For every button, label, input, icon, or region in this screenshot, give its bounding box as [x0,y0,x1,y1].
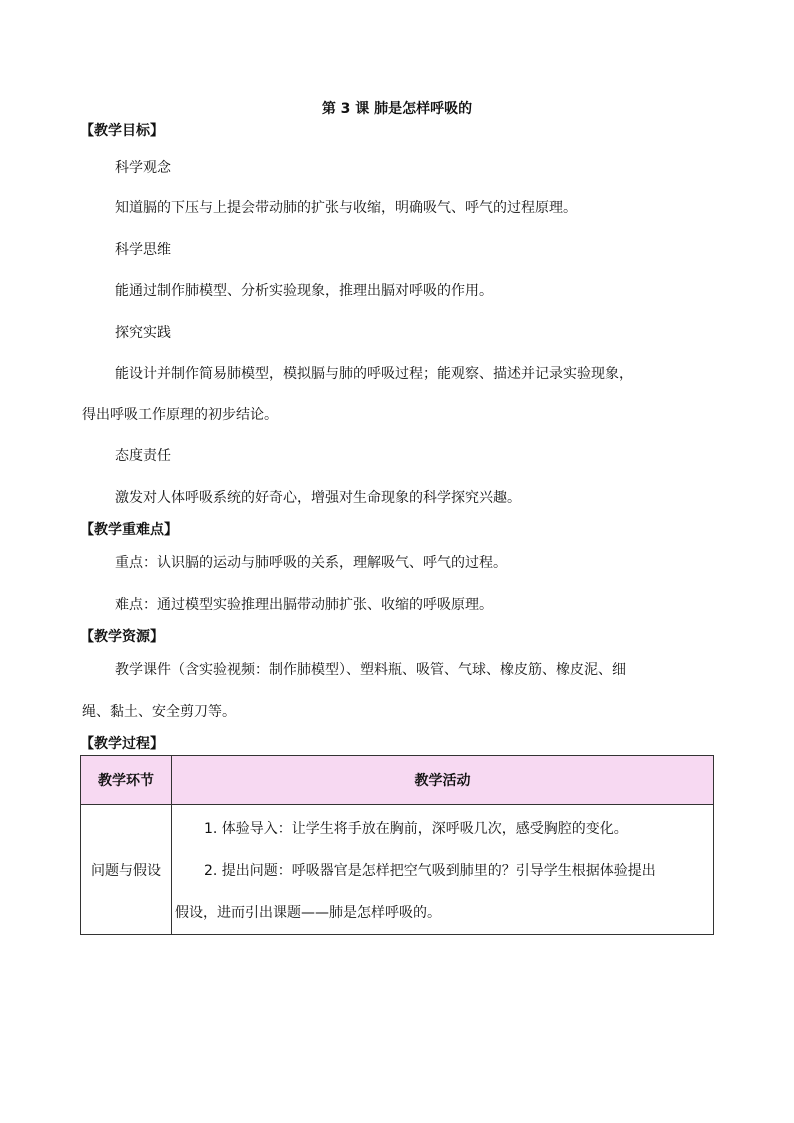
activity-line-3: 假设，进而引出课题——肺是怎样呼吸的。 [175,905,441,921]
key-points-heading: 【教学重难点】 [80,522,178,538]
resources-text-2: 绳、黏土、安全剪刀等。 [82,704,236,720]
table-row [81,805,714,935]
concept-text: 知道膈的下压与上提会带动肺的扩张与收缩，明确吸气、呼气的过程原理。 [115,200,577,216]
difficult-point-text: 难点：通过模型实验推理出膈带动肺扩张、收缩的呼吸原理。 [115,597,493,613]
attitude-title: 态度责任 [115,448,171,464]
thinking-title: 科学思维 [115,242,171,258]
col-header-activity: 教学活动 [172,756,714,805]
key-point-text: 重点：认识膈的运动与肺呼吸的关系，理解吸气、呼气的过程。 [115,555,507,571]
resources-text-1: 教学课件（含实验视频：制作肺模型）、塑料瓶、吸管、气球、橡皮筋、橡皮泥、细 [115,662,626,678]
activity-line-2: 2. 提出问题：呼吸器官是怎样把空气吸到肺里的？引导学生根据体验提出 [204,863,656,879]
attitude-text: 激发对人体呼吸系统的好奇心，增强对生命现象的科学探究兴趣。 [115,490,521,506]
activity-cell [172,805,714,935]
resources-heading: 【教学资源】 [80,629,164,645]
activity-line-1: 1. 体验导入：让学生将手放在胸前，深呼吸几次，感受胸腔的变化。 [204,821,628,837]
objectives-heading: 【教学目标】 [80,123,164,139]
thinking-text: 能通过制作肺模型、分析实验现象，推理出膈对呼吸的作用。 [115,283,493,299]
practice-text-1: 能设计并制作简易肺模型，模拟膈与肺的呼吸过程；能观察、描述并记录实验现象， [115,366,633,382]
practice-text-2: 得出呼吸工作原理的初步结论。 [82,407,278,423]
stage-cell: 问题与假设 [81,805,172,935]
process-heading: 【教学过程】 [80,736,164,752]
table-header-row [81,756,714,805]
concept-title: 科学观念 [115,160,171,176]
lesson-title: 第 3 课 肺是怎样呼吸的 [321,101,473,117]
process-table [80,755,714,935]
col-header-stage: 教学环节 [81,756,172,805]
practice-title: 探究实践 [115,325,171,341]
